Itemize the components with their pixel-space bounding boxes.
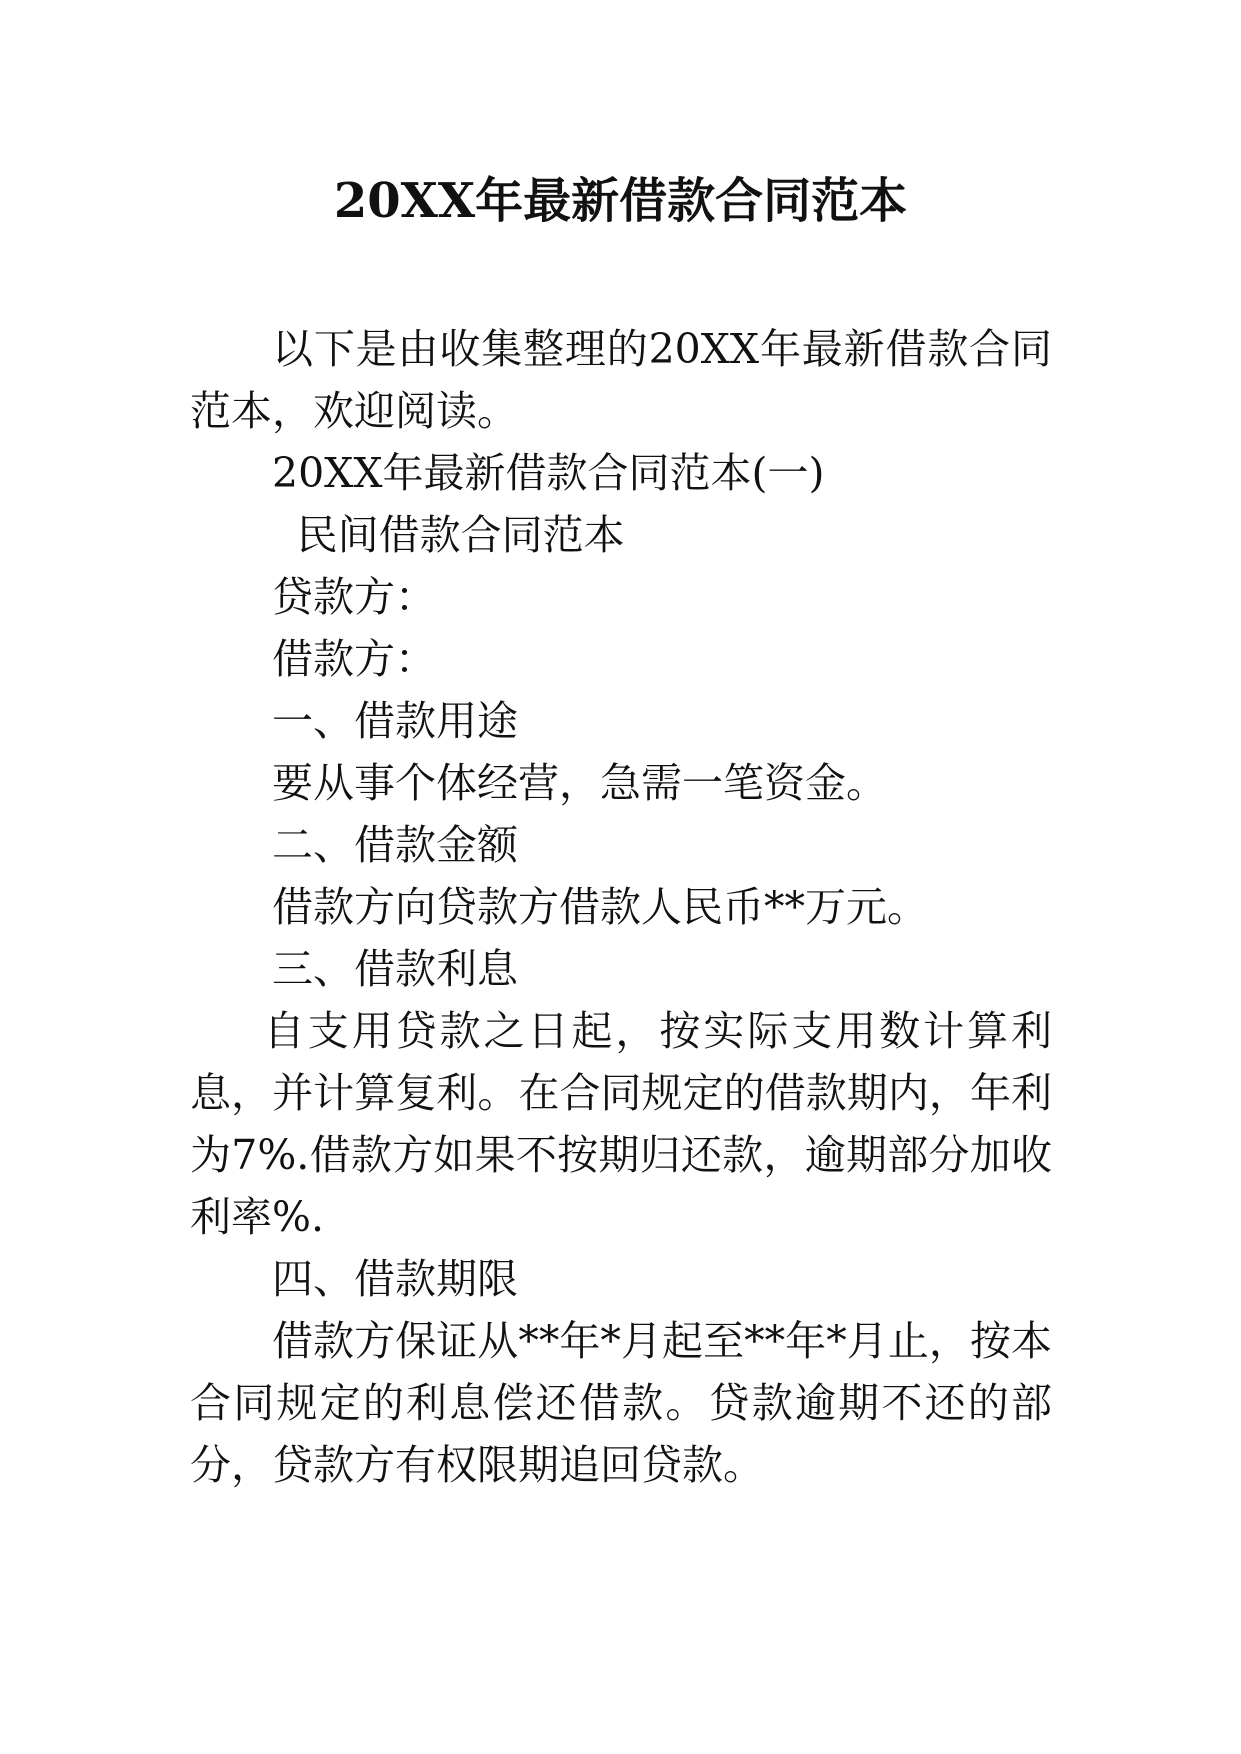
borrower-label: 借款方：: [272, 635, 436, 683]
intro-paragraph: 以下是由收集整理的20XX年最新借款合同范本，欢迎阅读。: [190, 325, 1052, 435]
contract-subtitle: 民间借款合同范本: [296, 511, 625, 559]
clause-text-purpose: 要从事个体经营，急需一笔资金。: [272, 759, 887, 807]
clause-text-interest: 自支用贷款之日起，按实际支用数计算利息，并计算复利。在合同规定的借款期内，年利为7%.借款方如果不按期归还款，逾期部分加收利率%.: [190, 1007, 1052, 1241]
clause-text-amount: 借款方向贷款方借款人民币**万元。: [272, 883, 928, 931]
clause-heading-interest: 三、借款利息: [272, 945, 518, 993]
lender-label: 贷款方：: [272, 573, 436, 621]
document-body: [190, 318, 1052, 1496]
clause-heading-term: 四、借款期限: [272, 1255, 518, 1303]
clause-heading-amount: 二、借款金额: [272, 821, 518, 869]
document-title: 20XX年最新借款合同范本: [333, 173, 908, 229]
clause-text-term: 借款方保证从**年*月起至**年*月止，按本合同规定的利息偿还借款。贷款逾期不还的部分，贷款方有权限期追回贷款。: [190, 1317, 1052, 1489]
clause-heading-purpose: 一、借款用途: [272, 697, 518, 745]
section-heading-contract-1: 20XX年最新借款合同范本(一): [272, 449, 825, 497]
